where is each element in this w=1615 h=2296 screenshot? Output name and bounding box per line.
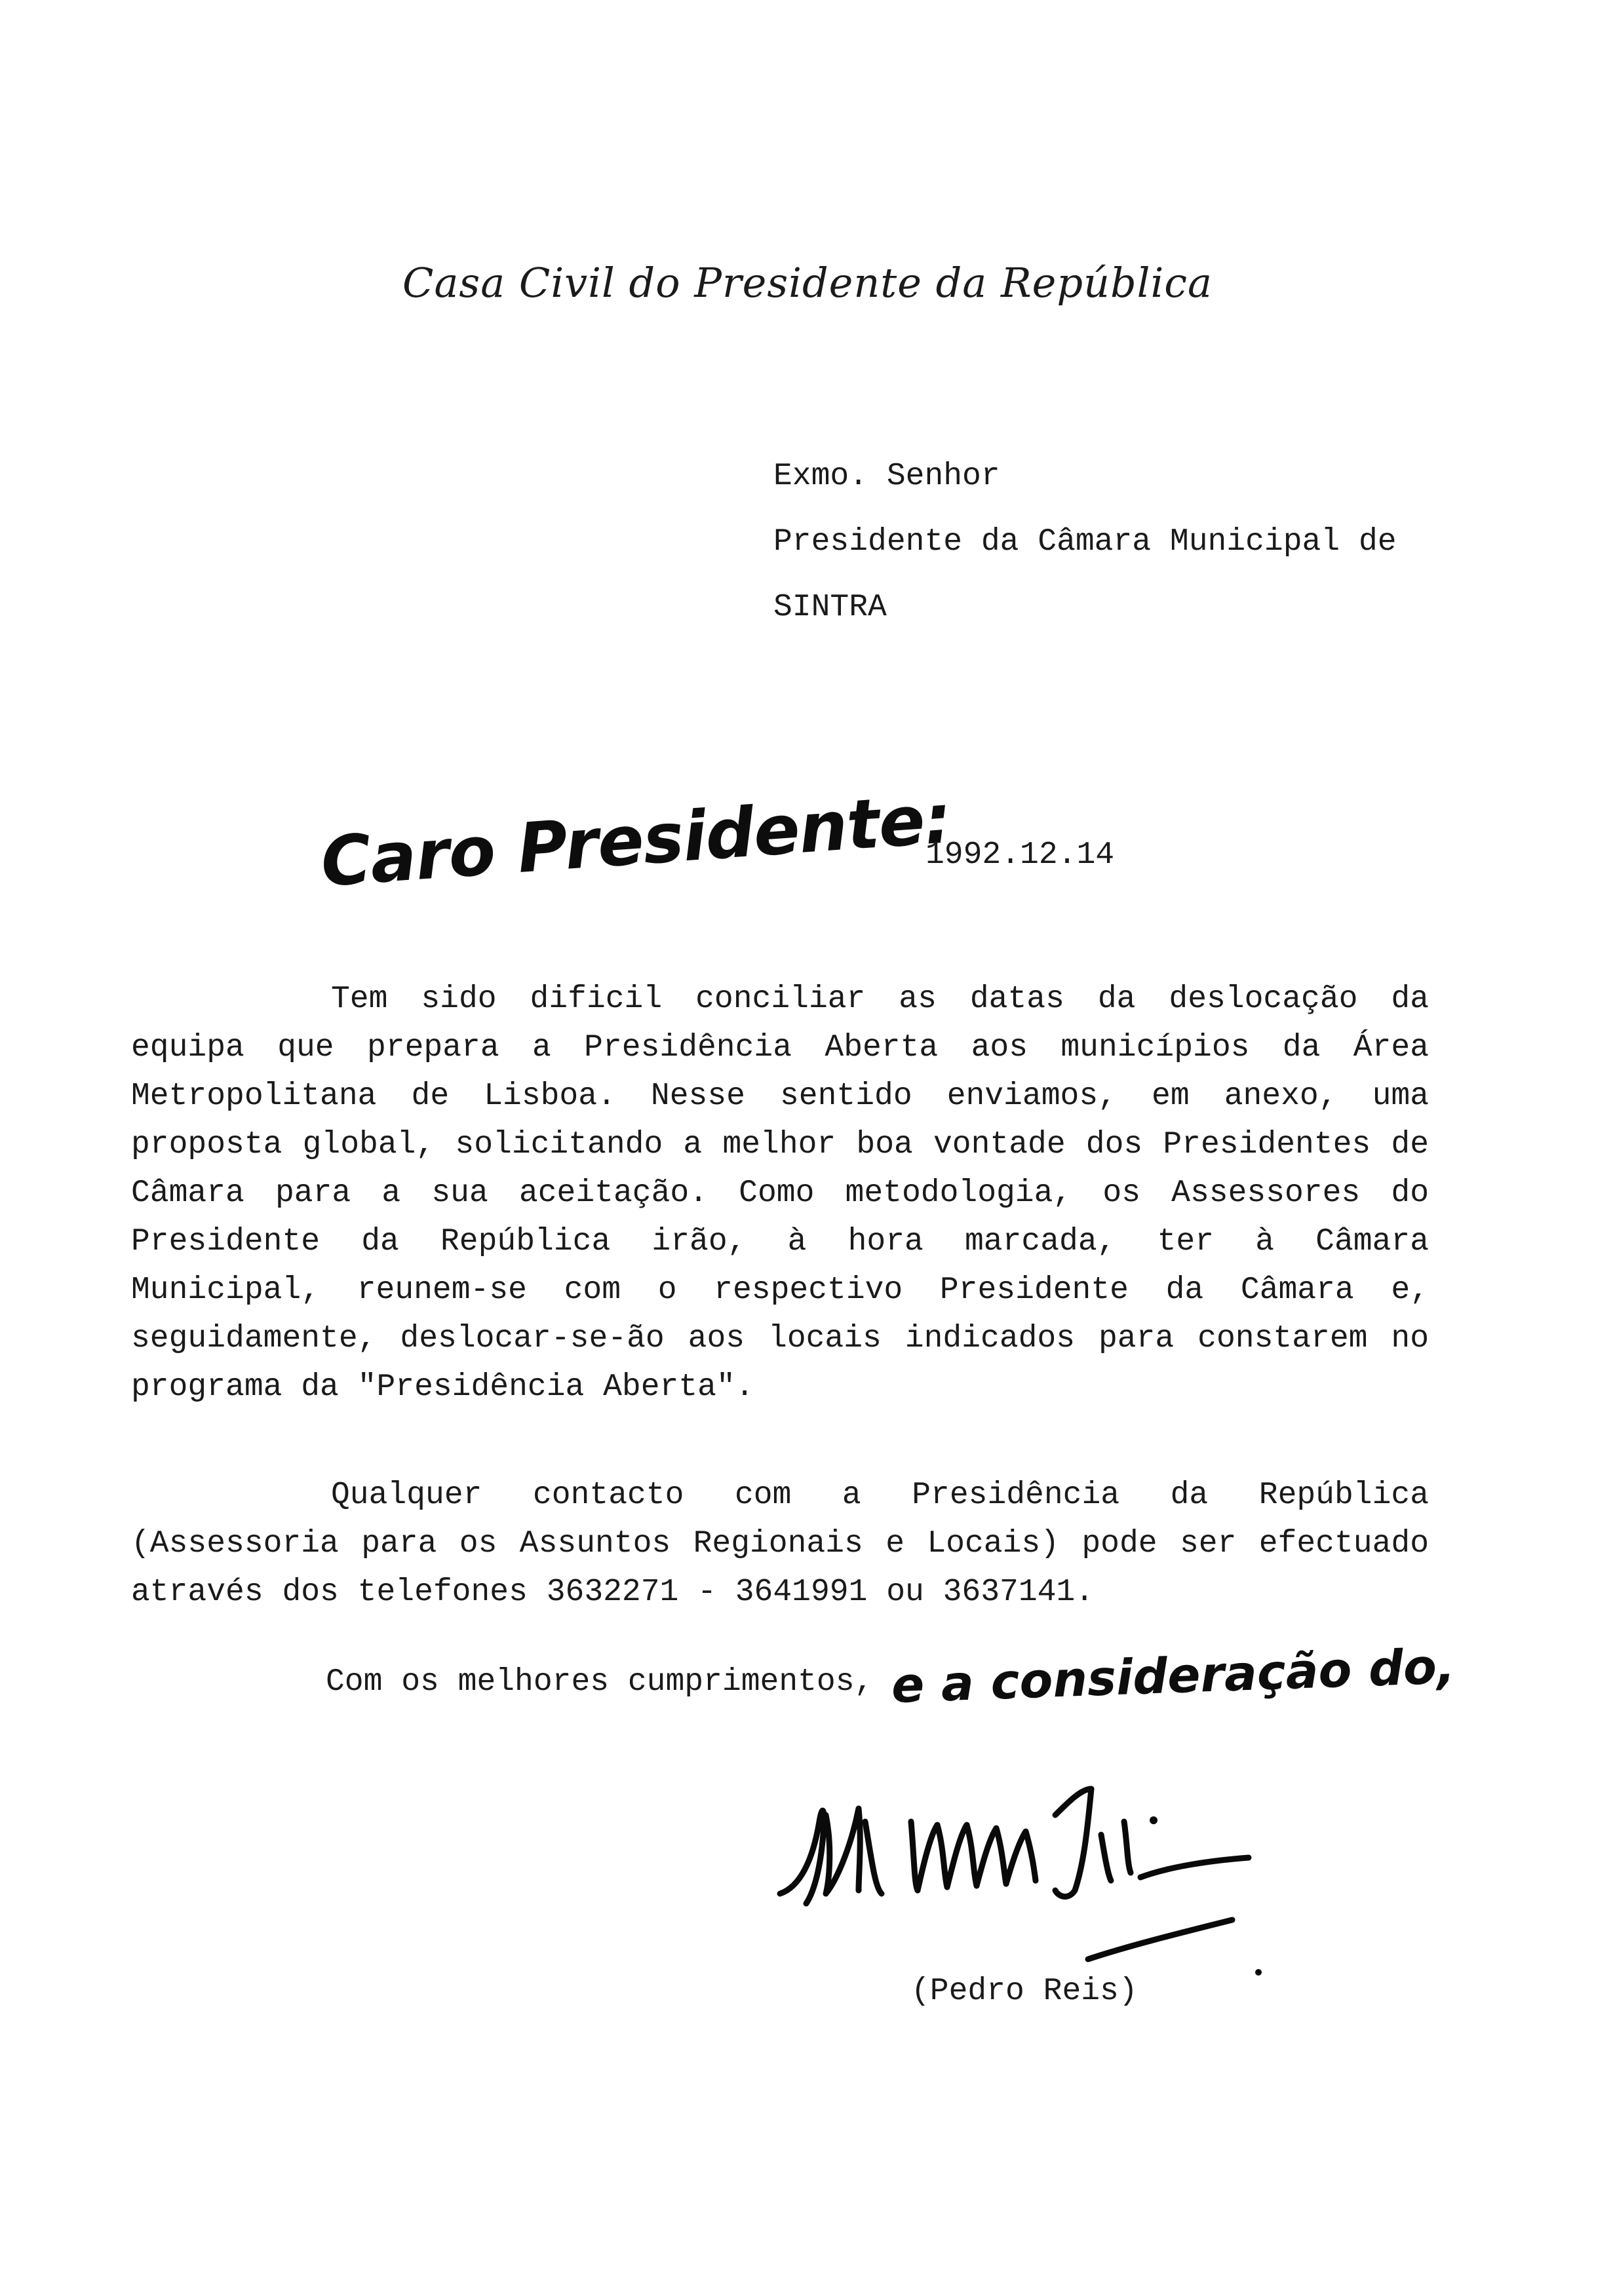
closing-handwritten: e a consideração do, bbox=[890, 1638, 1456, 1714]
body-paragraph-1: Tem sido dificil conciliar as datas da deslocação da equipa que prepara a Presidência Aberta aos municípios da Área Metropolitana de Lisboa. Nesse sentido enviamos, em anexo, uma proposta global, solicitando a melhor boa vontade dos Presidentes de Câmara para a sua aceitação. Como metodologia, os Assessores do Presidente da República irão, à hora marcada, ter à Câmara Municipal, reunem-se com o respectivo Presidente da Câmara e, seguidamente, deslocar-se-ão aos locais indicados para constarem no programa da "Presidência Aberta". bbox=[131, 982, 1429, 1405]
letterhead: Casa Civil do Presidente da República bbox=[402, 259, 1213, 307]
letter-date: 1992.12.14 bbox=[925, 837, 1115, 873]
recipient-line-3: SINTRA bbox=[773, 590, 887, 625]
signatory-name: (Pedro Reis) bbox=[911, 1974, 1138, 2009]
recipient-line-2: Presidente da Câmara Municipal de bbox=[773, 524, 1397, 560]
signature-icon bbox=[760, 1763, 1350, 1979]
closing-typed: Com os melhores cumprimentos, bbox=[326, 1664, 874, 1700]
body-paragraph-2: Qualquer contacto com a Presidência da República (Assessoria para os Assuntos Regionais e Locais) pode ser efectuado através dos telefones 3632271 - 3641991 ou 3637141. bbox=[131, 1478, 1429, 1610]
handwritten-salutation: Caro Presidente: bbox=[318, 778, 954, 902]
recipient-line-1: Exmo. Senhor bbox=[773, 459, 1000, 494]
